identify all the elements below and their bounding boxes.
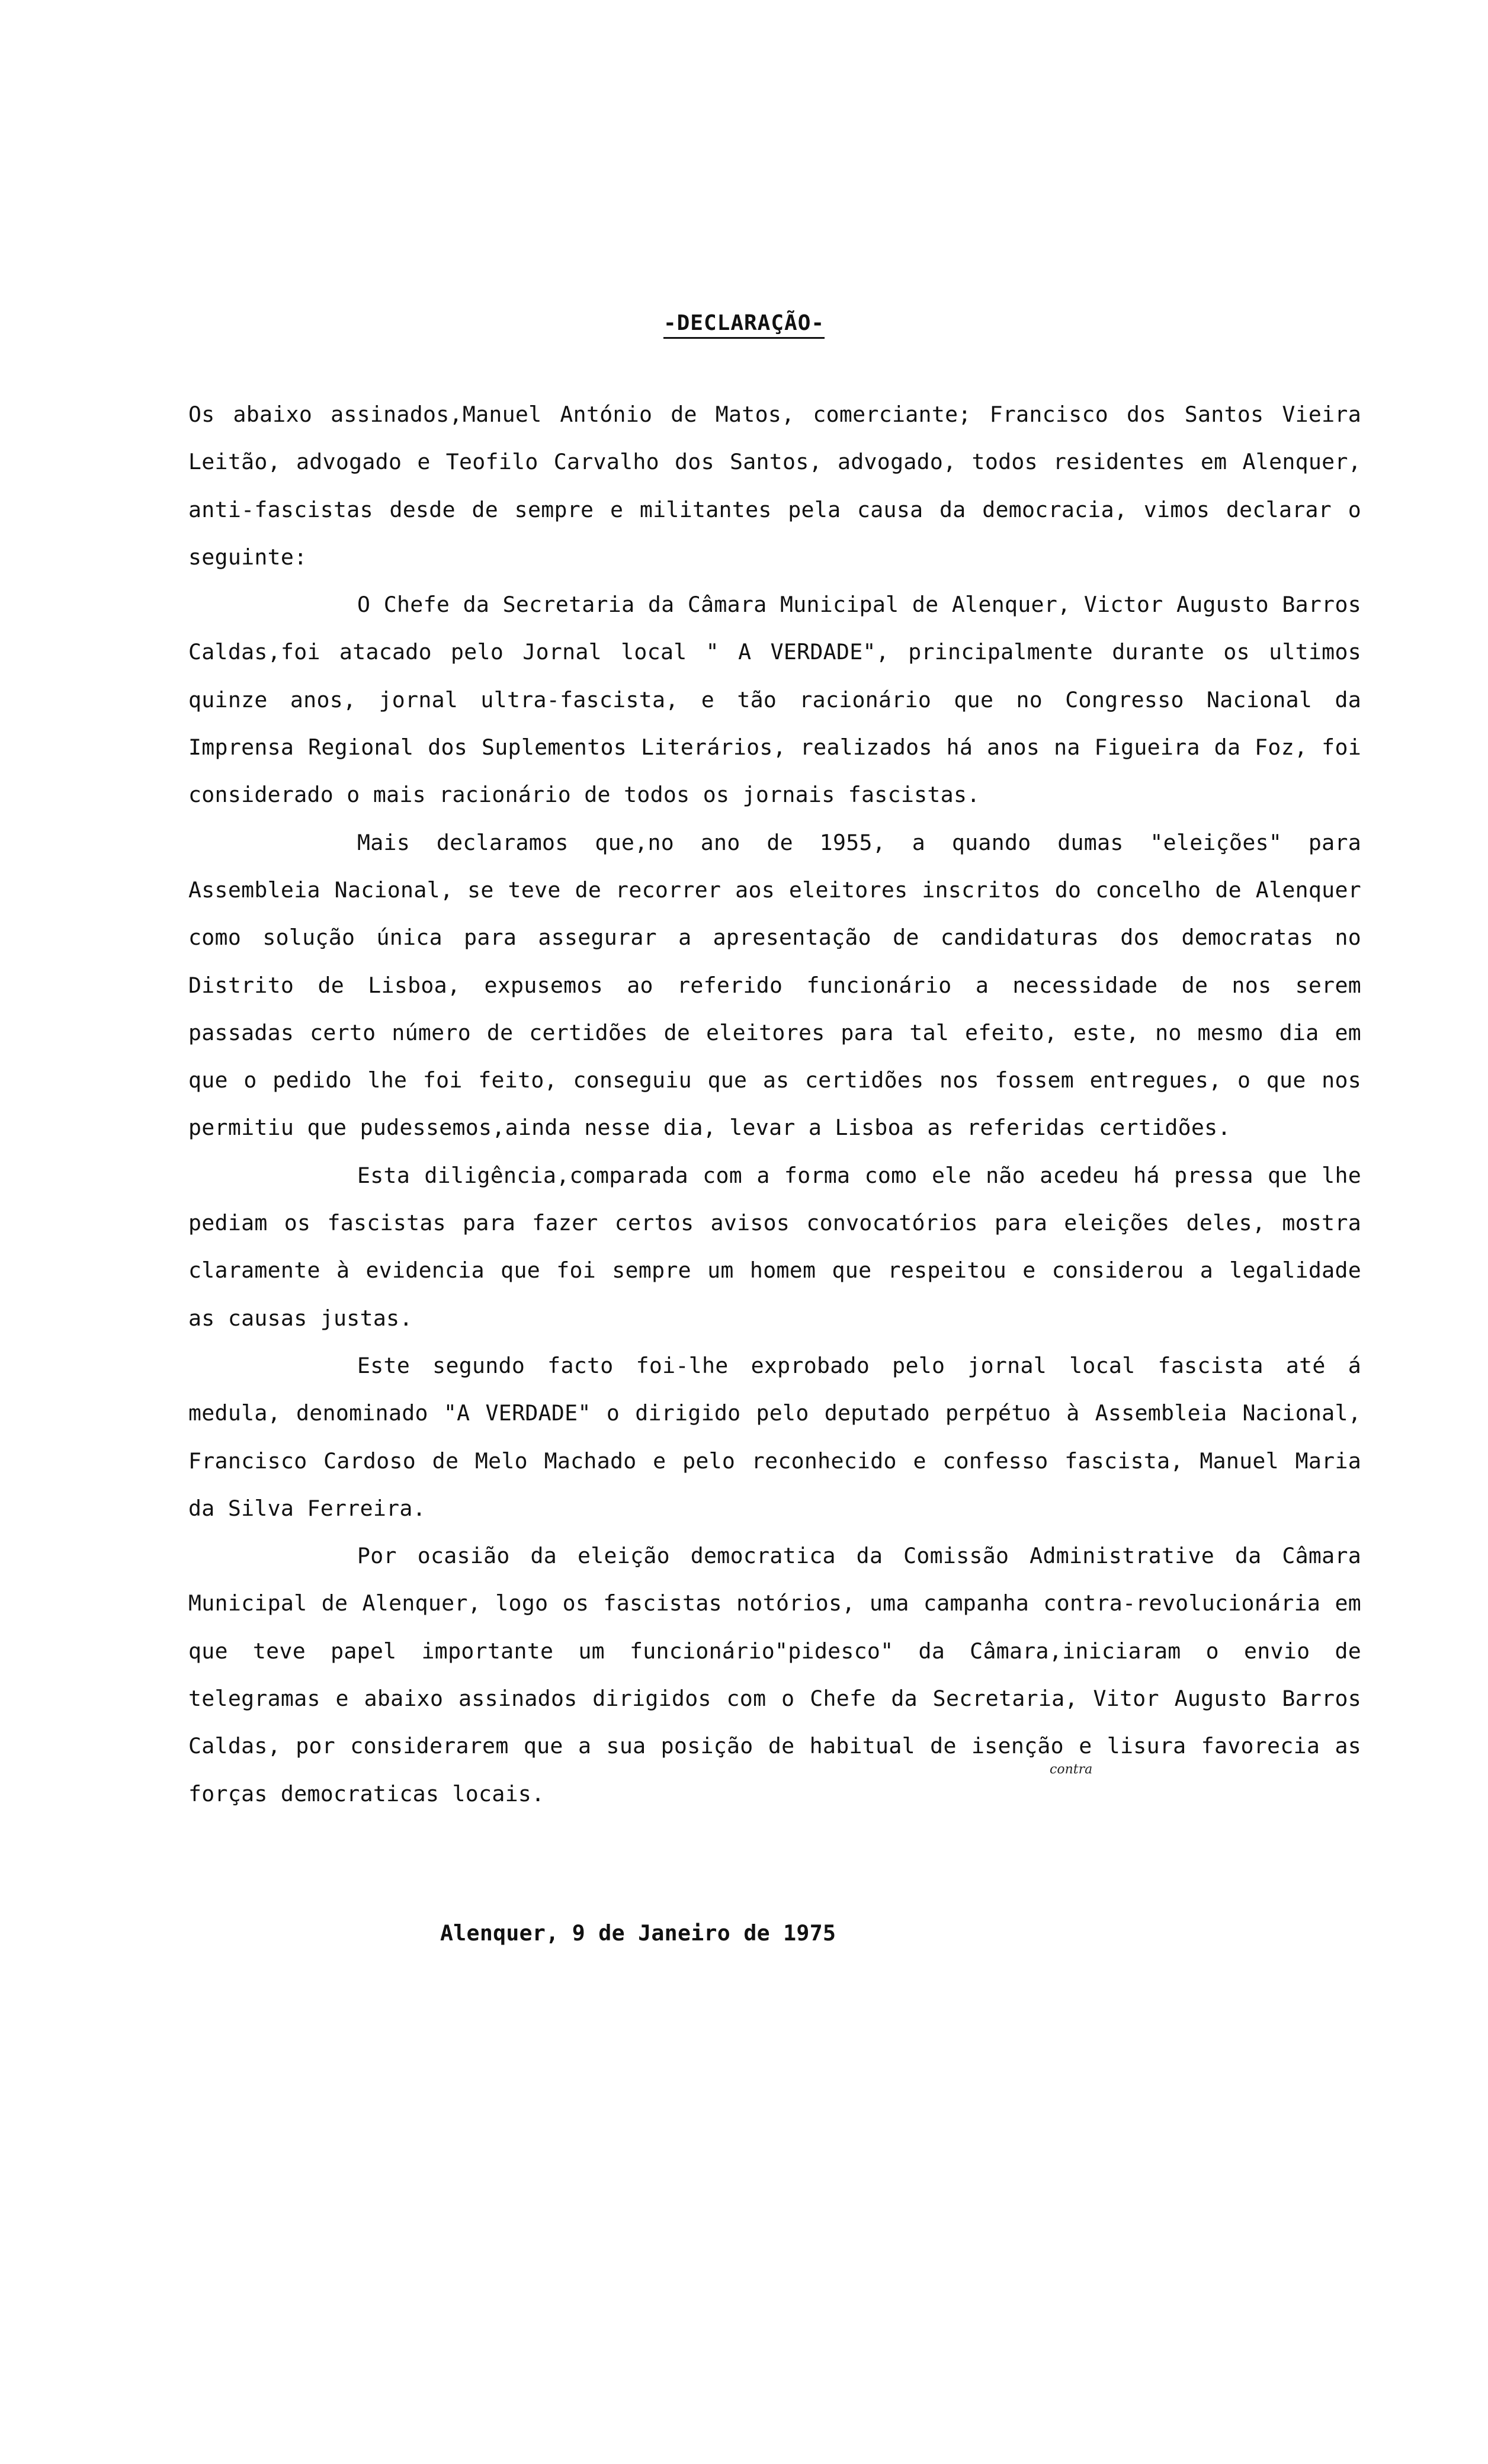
paragraph-5: Este segundo facto foi-lhe exprobado pelo jornal local fascista até á medula, denominado "A VERDADE" o dirigido pelo deputado perpétuo à Assembleia Nacional, Francisco Cardoso de Melo Machado e pelo reconhecido e confesso fascista, Manuel Maria da Silva Ferreira. — [188, 1352, 1361, 1521]
document-title: -DECLARAÇÃO- — [663, 311, 825, 335]
paragraph-4: Esta diligência,comparada com a forma como ele não acedeu há pressa que lhe pediam os fascistas para fazer certos avisos convocatórios para eleições deles, mostra claramente à evidencia que foi sempre um homem que respeitou e considerou a legalidade as causas justas. — [188, 1162, 1361, 1331]
paragraph-1: Os abaixo assinados,Manuel António de Matos, comerciante; Francisco dos Santos Vieira Leitão, advogado e Teofilo Carvalho dos Santos, advogado, todos residentes em Alenquer, anti-fascistas desde de sempre e militantes pela causa da democracia, vimos declarar o seguinte: — [188, 402, 1361, 570]
paragraph-6: Por ocasião da eleição democratica da Comissão Administrative da Câmara Municipal de Alenquer, logo os fascistas notórios, uma campanha contra-revolucionária em que teve papel importante um funcionário"pidesco" da Câmara,iniciaram o envio de telegramas e abaixo assinados dirigidos com o Chefe da Secretaria, Vitor Augusto Barros Caldas, por considerarem que a sua posição de habitual de isenção e lisura favorecia as forças democraticas locais. — [188, 1543, 1361, 1807]
declaration-body — [188, 391, 1361, 1818]
paragraph-2: O Chefe da Secretaria da Câmara Municipal de Alenquer, Victor Augusto Barros Caldas,foi atacado pelo Jornal local " A VERDADE", principalmente durante os ultimos quinze anos, jornal ultra-fascista, e tão racionário que no Congresso Nacional da Imprensa Regional dos Suplementos Literários, realizados há anos na Figueira da Foz, foi considerado o mais racionário de todos os jornais fascistas. — [188, 592, 1361, 808]
paragraph-3: Mais declaramos que,no ano de 1955, a quando dumas "eleições" para Assembleia Nacional, se teve de recorrer aos eleitores inscritos do concelho de Alenquer como solução única para assegurar a apresentação de candidaturas dos democratas no Distrito de Lisboa, expusemos ao referido funcionário a necessidade de nos serem passadas certo número de certidões de eleitores para tal efeito, este, no mesmo dia em que o pedido lhe foi feito, conseguiu que as certidões nos fossem entregues, o que nos permitiu que pudessemos,ainda nesse dia, levar a Lisboa as referidas certidões. — [188, 829, 1361, 1141]
date-line: Alenquer, 9 de Janeiro de 1975 — [440, 1920, 836, 1946]
handwritten-correction: contra — [1050, 1762, 1093, 1777]
